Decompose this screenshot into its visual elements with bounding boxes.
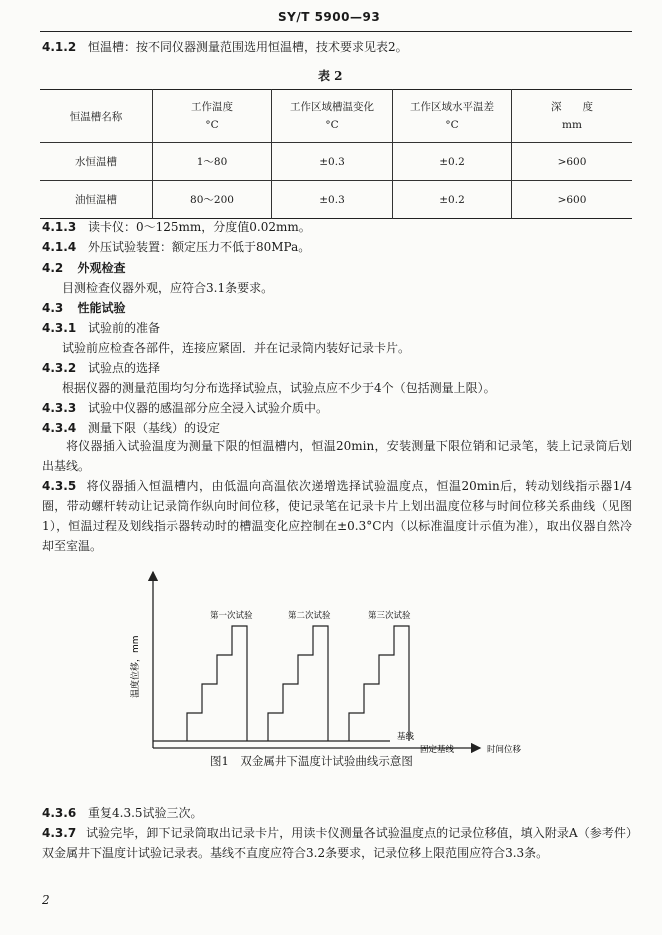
figure-caption: 图1 双金属井下温度计试验曲线示意图	[210, 754, 413, 768]
section-4-3-2-body: 根据仪器的测量范围均匀分布选择试验点，试验点应不少于4个（包括测量上限）。	[62, 381, 496, 395]
page-number: 2	[42, 893, 50, 907]
section-number: 4.3.4	[42, 421, 77, 435]
x-axis-label: 时间位移	[487, 745, 522, 754]
section-4-1-3	[42, 219, 311, 235]
section-text: 试验中仪器的感温部分应全浸入试验介质中。	[88, 401, 329, 415]
section-text: 试验完毕，卸下记录筒取出记录卡片，用读卡仪测量各试验温度点的记录位移值，填入附录A（参考件）双金属井下温度计试验记录表。基线不直度应符合3.2条要求，记录位移上限范围应符合3.3条。	[42, 826, 632, 860]
section-4-3-7	[42, 823, 632, 863]
section-4-3-5	[42, 476, 632, 556]
section-4-2-heading	[42, 260, 125, 276]
y-axis-label: 温度位移，mm	[131, 635, 141, 698]
test-curve-3	[349, 626, 409, 741]
section-4-3-1-heading	[42, 320, 160, 336]
section-text: 读卡仪：0～125mm，分度值0.02mm。	[88, 220, 311, 234]
table-cell: ±0.3	[272, 143, 393, 181]
section-text: 恒温槽：按不同仪器测量范围选用恒温槽，技术要求见表2。	[88, 40, 408, 54]
section-text: 重复4.3.5试验三次。	[88, 806, 203, 820]
test-curve-1	[187, 626, 247, 741]
test-label-2: 第二次试验	[288, 611, 331, 621]
section-title: 性能试验	[77, 301, 126, 315]
section-4-3-4-heading	[42, 420, 220, 436]
table-row	[40, 143, 632, 181]
table-cell: ±0.3	[272, 181, 393, 219]
section-number: 4.3.5	[42, 479, 77, 493]
section-number: 4.3.7	[42, 826, 77, 840]
table-cell: 1～80	[153, 143, 272, 181]
section-text: 将仪器插入恒温槽内，由低温向高温依次递增选择试验温度点，恒温20min后，转动划线指示器1/4圈，带动螺杆转动让记录筒作纵向时间位移，使记录笔在记录卡片上划出温度位移与时间位移关系曲线（见图1），恒温过程及划线指示器转动时的槽温变化应控制在±0.3°C内（以标准温度计示值为准），取出仪器自然冷却至室温。	[42, 479, 633, 553]
section-4-3-4-body: 将仪器插入试验温度为测量下限的恒温槽内，恒温20min，安装测量下限位销和记录笔，装上记录筒后划出基线。	[42, 439, 632, 473]
section-4-1-2	[42, 39, 408, 55]
fixed-baseline-label: 固定基线	[420, 745, 455, 754]
section-4-1-4	[42, 239, 310, 255]
section-4-3-1-body: 试验前应检查各部件，连接应紧固．并在记录筒内装好记录卡片。	[62, 341, 411, 355]
table-cell: >600	[512, 181, 633, 219]
section-number: 4.3.2	[42, 361, 77, 375]
header-cell: 工作区域槽温变化 °C	[272, 90, 393, 143]
document-code: SY/T 5900—93	[278, 10, 381, 24]
table-cell: ±0.2	[393, 181, 512, 219]
section-title: 外观检查	[77, 261, 126, 275]
header-rule	[40, 31, 632, 32]
section-title: 试验前的准备	[88, 321, 161, 335]
test-label-3: 第三次试验	[368, 611, 411, 621]
table-cell: 80～200	[153, 181, 272, 219]
table-cell: 水恒温槽	[40, 143, 153, 181]
section-4-3-6	[42, 805, 203, 821]
header-cell: 工作区域水平温差 °C	[393, 90, 512, 143]
section-number: 4.1.3	[42, 220, 77, 234]
section-4-3-heading	[42, 300, 125, 316]
table-cell: ±0.2	[393, 143, 512, 181]
table-title: 表 2	[318, 69, 343, 83]
table-header-row	[40, 90, 632, 143]
section-4-2-body: 目测检查仪器外观，应符合3.1条要求。	[62, 281, 274, 295]
table-cell: 油恒温槽	[40, 181, 153, 219]
table-cell: >600	[512, 143, 633, 181]
section-4-3-2-heading	[42, 360, 160, 376]
section-title: 测量下限（基线）的设定	[88, 421, 221, 435]
test-label-1: 第一次试验	[210, 611, 253, 621]
section-number: 4.3	[42, 301, 64, 315]
section-number: 4.1.4	[42, 240, 77, 254]
section-4-3-3	[42, 400, 328, 416]
header-cell: 工作温度 °C	[153, 90, 272, 143]
section-number: 4.1.2	[42, 40, 77, 54]
header-cell: 深 度 mm	[512, 90, 633, 143]
section-number: 4.2	[42, 261, 64, 275]
baseline-label: 基线	[397, 732, 415, 742]
section-text: 外压试验装置：额定压力不低于80MPa。	[88, 240, 311, 254]
table-2	[40, 89, 632, 219]
test-curve-2	[268, 626, 328, 741]
header-cell: 恒温槽名称	[69, 110, 123, 123]
section-number: 4.3.6	[42, 806, 77, 820]
section-title: 试验点的选择	[88, 361, 161, 375]
table-row	[40, 181, 632, 219]
section-number: 4.3.1	[42, 321, 77, 335]
section-number: 4.3.3	[42, 401, 77, 415]
figure-1	[120, 562, 560, 754]
